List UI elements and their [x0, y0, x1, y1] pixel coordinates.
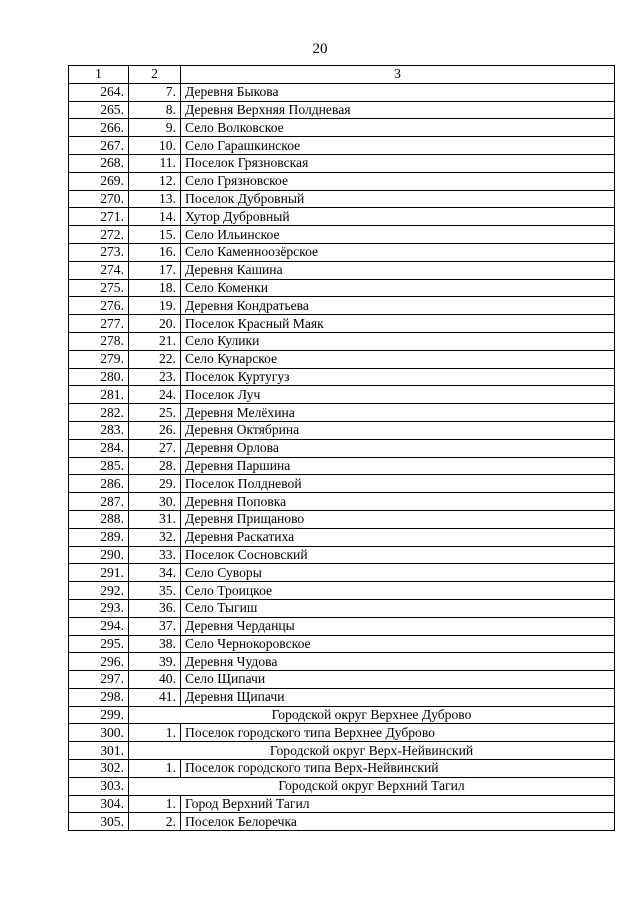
table-row — [69, 190, 615, 208]
settlement-name: Село Кунарское — [181, 350, 615, 368]
table-row — [69, 83, 615, 101]
settlement-name: Село Суворы — [181, 564, 615, 582]
row-number: 269. — [69, 172, 129, 190]
settlement-name: Село Троицкое — [181, 582, 615, 600]
sub-number: 39. — [129, 653, 181, 671]
row-number: 287. — [69, 493, 129, 511]
settlement-name: Село Каменноозёрское — [181, 243, 615, 261]
header-col-3: 3 — [181, 66, 615, 84]
row-number: 264. — [69, 83, 129, 101]
row-number: 288. — [69, 510, 129, 528]
row-number: 273. — [69, 243, 129, 261]
row-number: 295. — [69, 635, 129, 653]
settlement-name: Деревня Кашина — [181, 261, 615, 279]
table-row — [69, 243, 615, 261]
row-number: 299. — [69, 706, 129, 724]
sub-number: 17. — [129, 261, 181, 279]
sub-number: 14. — [129, 208, 181, 226]
row-number: 285. — [69, 457, 129, 475]
table-row — [69, 617, 615, 635]
table-row — [69, 795, 615, 813]
settlement-name: Деревня Верхняя Полдневая — [181, 101, 615, 119]
sub-number: 32. — [129, 528, 181, 546]
settlement-name: Деревня Орлова — [181, 439, 615, 457]
sub-number: 28. — [129, 457, 181, 475]
sub-number: 16. — [129, 243, 181, 261]
row-number: 274. — [69, 261, 129, 279]
row-number: 270. — [69, 190, 129, 208]
sub-number: 19. — [129, 297, 181, 315]
table-row — [69, 688, 615, 706]
table-row — [69, 332, 615, 350]
sub-number: 7. — [129, 83, 181, 101]
table-row — [69, 261, 615, 279]
table-row — [69, 137, 615, 155]
row-number: 294. — [69, 617, 129, 635]
table-row — [69, 528, 615, 546]
settlement-name: Поселок Сосновский — [181, 546, 615, 564]
sub-number: 31. — [129, 510, 181, 528]
settlement-name: Поселок Луч — [181, 386, 615, 404]
table-row — [69, 546, 615, 564]
table-row — [69, 368, 615, 386]
settlement-name: Деревня Паршина — [181, 457, 615, 475]
row-number: 279. — [69, 350, 129, 368]
sub-number: 1. — [129, 724, 181, 742]
table-section-row — [69, 742, 615, 760]
table-row — [69, 457, 615, 475]
table-row — [69, 510, 615, 528]
header-col-1: 1 — [69, 66, 129, 84]
table-row — [69, 724, 615, 742]
row-number: 301. — [69, 742, 129, 760]
table-row — [69, 582, 615, 600]
row-number: 272. — [69, 226, 129, 244]
settlement-name: Село Чернокоровское — [181, 635, 615, 653]
row-number: 271. — [69, 208, 129, 226]
sub-number: 11. — [129, 154, 181, 172]
sub-number: 21. — [129, 332, 181, 350]
settlement-name: Деревня Быкова — [181, 83, 615, 101]
table-row — [69, 421, 615, 439]
settlement-name: Поселок городского типа Верх-Нейвинский — [181, 760, 615, 778]
settlement-name: Поселок городского типа Верхнее Дуброво — [181, 724, 615, 742]
row-number: 265. — [69, 101, 129, 119]
table-row — [69, 226, 615, 244]
row-number: 268. — [69, 154, 129, 172]
row-number: 303. — [69, 777, 129, 795]
sub-number: 41. — [129, 688, 181, 706]
settlement-name: Деревня Мелёхина — [181, 404, 615, 422]
row-number: 292. — [69, 582, 129, 600]
row-number: 298. — [69, 688, 129, 706]
page-number: 20 — [312, 41, 328, 57]
table-row — [69, 599, 615, 617]
row-number: 297. — [69, 671, 129, 689]
table-row — [69, 208, 615, 226]
settlement-name: Село Кулики — [181, 332, 615, 350]
row-number: 283. — [69, 421, 129, 439]
sub-number: 24. — [129, 386, 181, 404]
row-number: 291. — [69, 564, 129, 582]
settlement-name: Деревня Кондратьева — [181, 297, 615, 315]
sub-number: 20. — [129, 315, 181, 333]
sub-number: 38. — [129, 635, 181, 653]
sub-number: 34. — [129, 564, 181, 582]
section-heading: Городской округ Верх-Нейвинский — [129, 742, 615, 760]
sub-number: 9. — [129, 119, 181, 137]
settlement-name: Деревня Щипачи — [181, 688, 615, 706]
settlement-name: Село Гарашкинское — [181, 137, 615, 155]
row-number: 280. — [69, 368, 129, 386]
row-number: 275. — [69, 279, 129, 297]
sub-number: 27. — [129, 439, 181, 457]
settlement-name: Деревня Прищаново — [181, 510, 615, 528]
settlement-name: Село Тыгиш — [181, 599, 615, 617]
table-row — [69, 653, 615, 671]
sub-number: 25. — [129, 404, 181, 422]
sub-number: 35. — [129, 582, 181, 600]
table-row — [69, 315, 615, 333]
row-number: 282. — [69, 404, 129, 422]
sub-number: 33. — [129, 546, 181, 564]
settlement-name: Село Ильинское — [181, 226, 615, 244]
row-number: 289. — [69, 528, 129, 546]
sub-number: 18. — [129, 279, 181, 297]
sub-number: 12. — [129, 172, 181, 190]
row-number: 305. — [69, 813, 129, 831]
settlement-name: Деревня Раскатиха — [181, 528, 615, 546]
sub-number: 23. — [129, 368, 181, 386]
row-number: 293. — [69, 599, 129, 617]
table-row — [69, 760, 615, 778]
settlement-name: Поселок Куртугуз — [181, 368, 615, 386]
sub-number: 26. — [129, 421, 181, 439]
settlement-name: Деревня Поповка — [181, 493, 615, 511]
table-row — [69, 475, 615, 493]
sub-number: 22. — [129, 350, 181, 368]
header-col-2: 2 — [129, 66, 181, 84]
settlement-name: Деревня Черданцы — [181, 617, 615, 635]
settlement-name: Поселок Белоречка — [181, 813, 615, 831]
row-number: 278. — [69, 332, 129, 350]
sub-number: 36. — [129, 599, 181, 617]
settlement-name: Хутор Дубровный — [181, 208, 615, 226]
sub-number: 8. — [129, 101, 181, 119]
settlements-table — [68, 65, 615, 831]
settlement-name: Село Щипачи — [181, 671, 615, 689]
settlement-name: Деревня Октябрина — [181, 421, 615, 439]
table-row — [69, 671, 615, 689]
sub-number: 40. — [129, 671, 181, 689]
row-number: 281. — [69, 386, 129, 404]
settlement-name: Город Верхний Тагил — [181, 795, 615, 813]
settlement-name: Село Коменки — [181, 279, 615, 297]
table-row — [69, 635, 615, 653]
table-section-row — [69, 777, 615, 795]
table-row — [69, 350, 615, 368]
row-number: 296. — [69, 653, 129, 671]
table-row — [69, 297, 615, 315]
table-row — [69, 493, 615, 511]
table-section-row — [69, 706, 615, 724]
settlement-name: Поселок Грязновская — [181, 154, 615, 172]
row-number: 284. — [69, 439, 129, 457]
table-row — [69, 564, 615, 582]
table-body — [69, 66, 615, 831]
row-number: 300. — [69, 724, 129, 742]
row-number: 267. — [69, 137, 129, 155]
table-row — [69, 439, 615, 457]
sub-number: 15. — [129, 226, 181, 244]
table-row — [69, 154, 615, 172]
table-row — [69, 101, 615, 119]
sub-number: 30. — [129, 493, 181, 511]
table-row — [69, 119, 615, 137]
sub-number: 10. — [129, 137, 181, 155]
settlement-name: Село Волковское — [181, 119, 615, 137]
settlement-name: Поселок Дубровный — [181, 190, 615, 208]
settlement-name: Деревня Чудова — [181, 653, 615, 671]
section-heading: Городской округ Верхнее Дуброво — [129, 706, 615, 724]
table-row — [69, 404, 615, 422]
row-number: 266. — [69, 119, 129, 137]
sub-number: 1. — [129, 795, 181, 813]
table-row — [69, 386, 615, 404]
sub-number: 29. — [129, 475, 181, 493]
sub-number: 37. — [129, 617, 181, 635]
row-number: 277. — [69, 315, 129, 333]
sub-number: 13. — [129, 190, 181, 208]
table-row — [69, 279, 615, 297]
settlement-name: Поселок Красный Маяк — [181, 315, 615, 333]
settlement-name: Поселок Полдневой — [181, 475, 615, 493]
sub-number: 2. — [129, 813, 181, 831]
row-number: 302. — [69, 760, 129, 778]
sub-number: 1. — [129, 760, 181, 778]
row-number: 276. — [69, 297, 129, 315]
row-number: 290. — [69, 546, 129, 564]
row-number: 286. — [69, 475, 129, 493]
table-row — [69, 172, 615, 190]
table-header-row — [69, 66, 615, 84]
section-heading: Городской округ Верхний Тагил — [129, 777, 615, 795]
row-number: 304. — [69, 795, 129, 813]
settlement-name: Село Грязновское — [181, 172, 615, 190]
table-row — [69, 813, 615, 831]
